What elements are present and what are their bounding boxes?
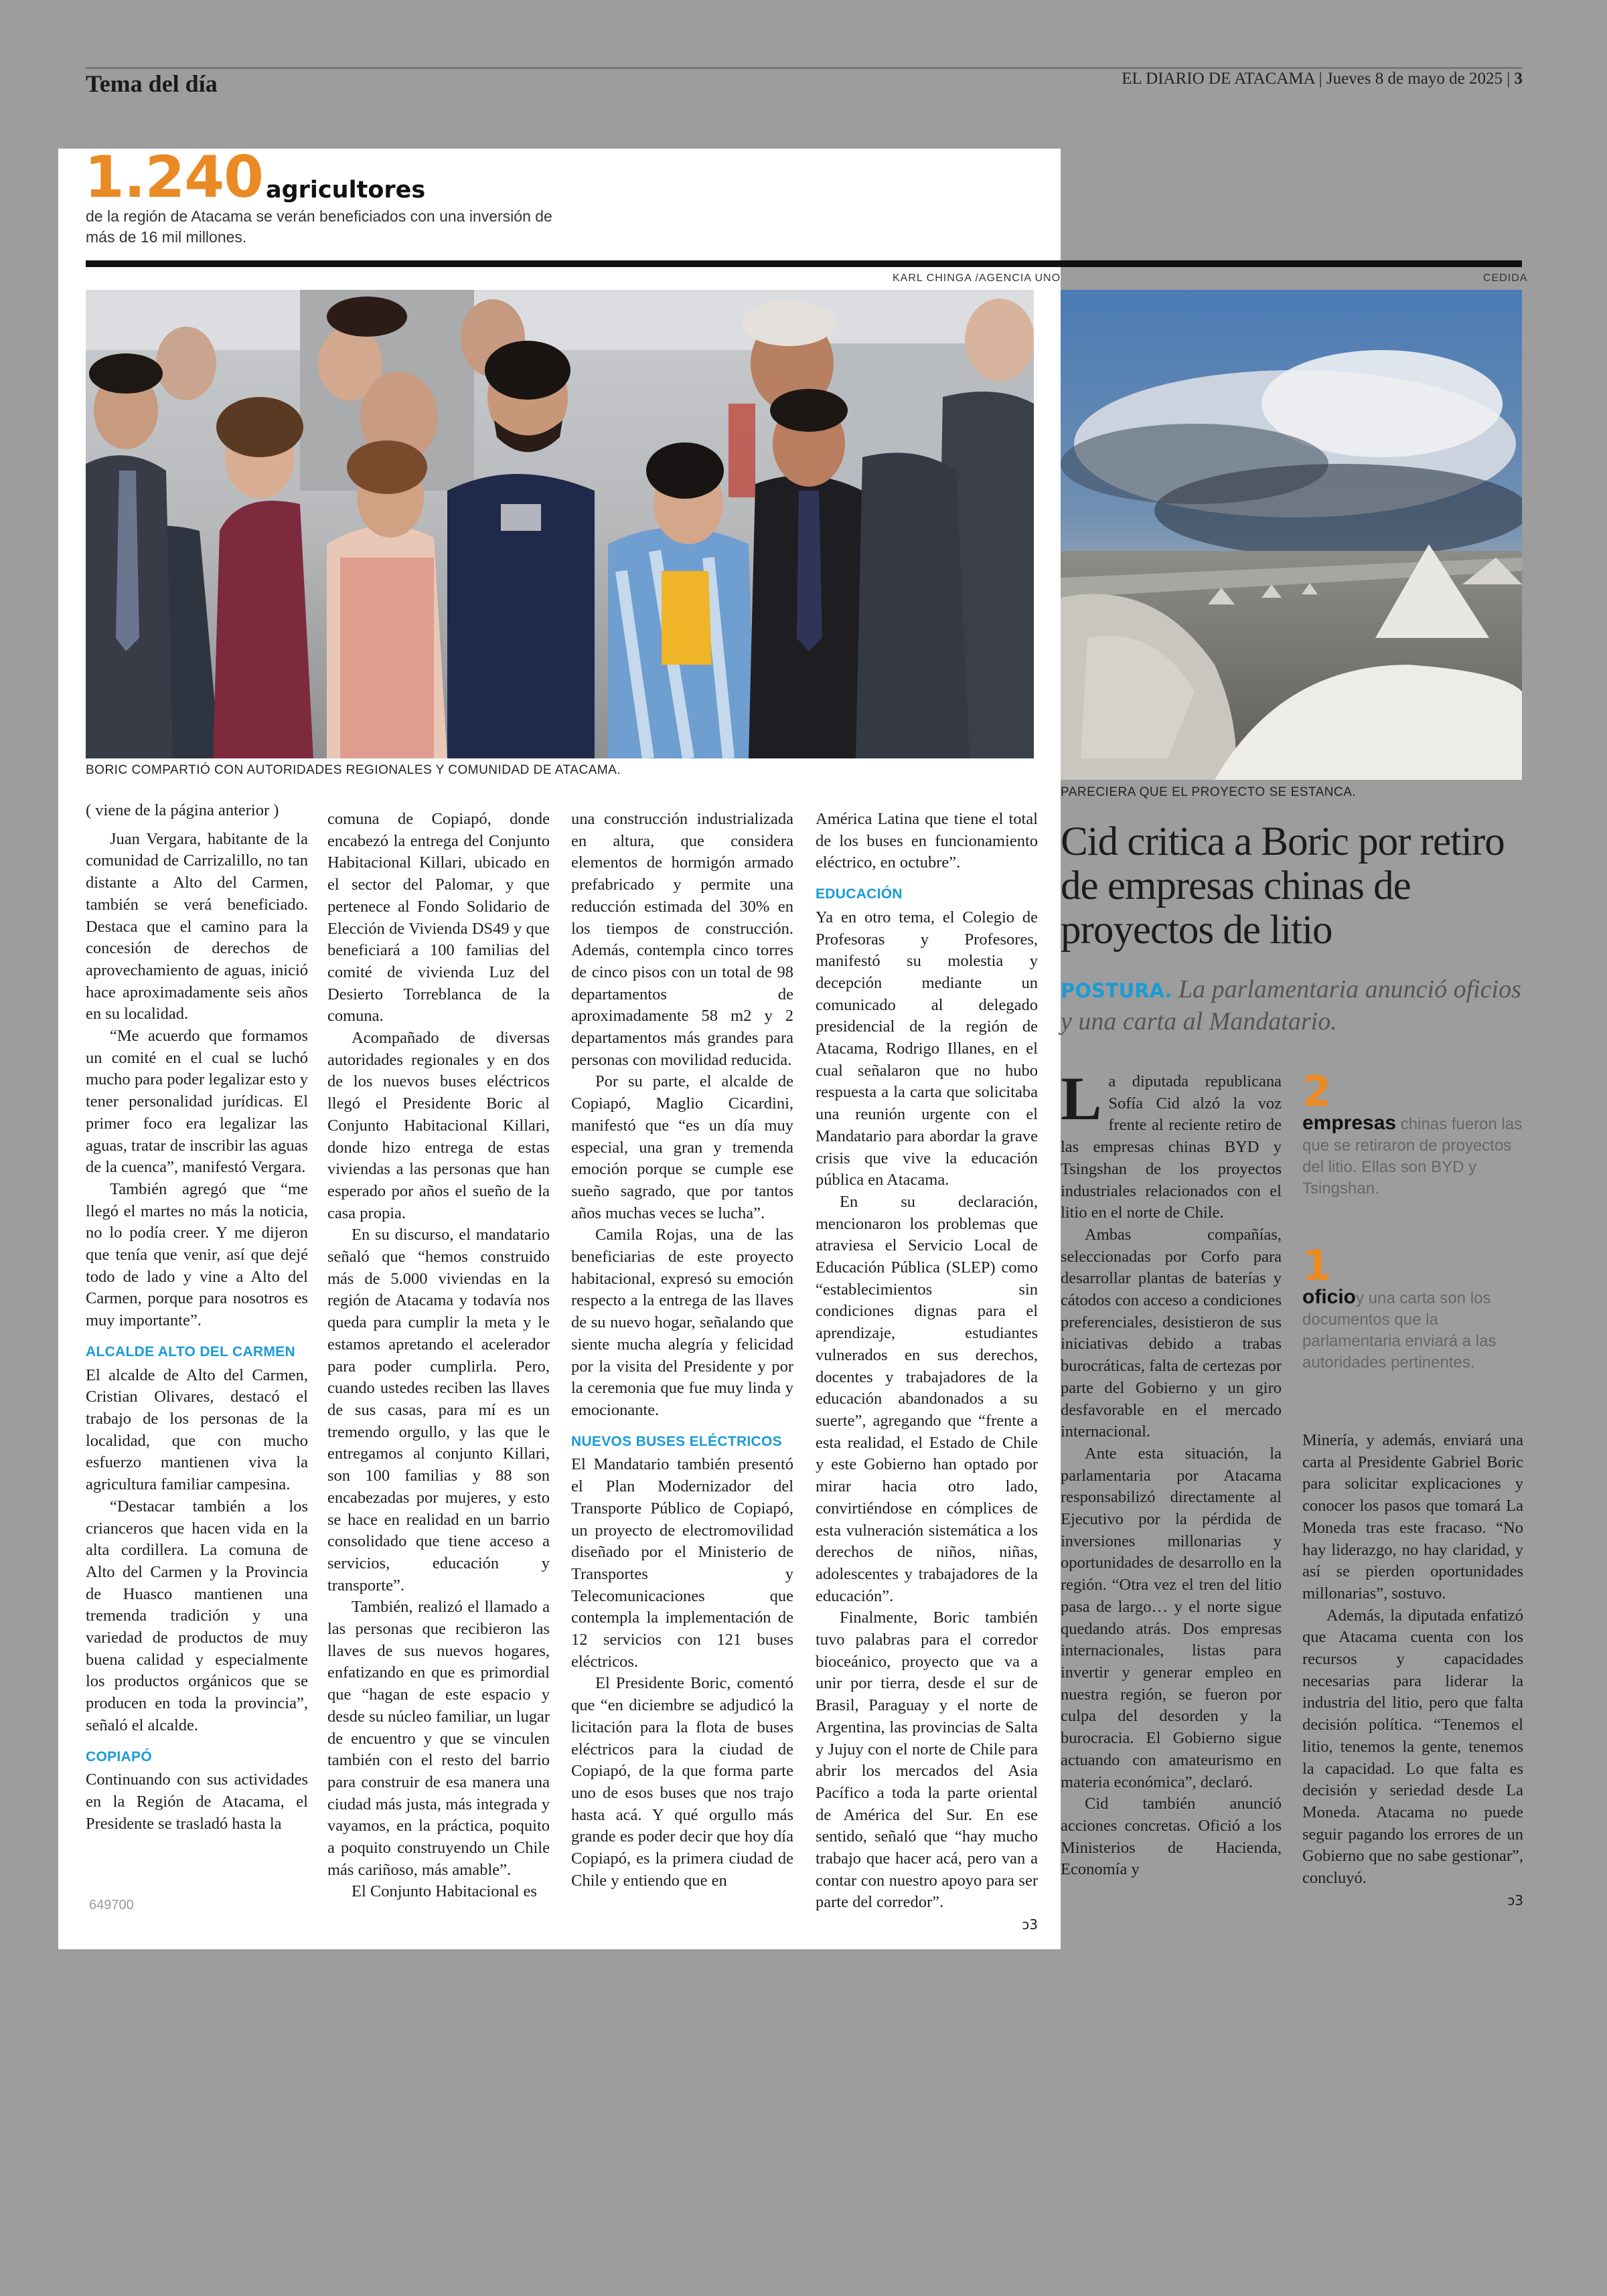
publication-name: EL DIARIO DE ATACAMA [1122, 70, 1315, 88]
side-photo-credit: CEDIDA [1483, 272, 1528, 284]
subheading: EDUCACIÓN [816, 886, 903, 902]
paragraph: Acompañado de diversas autoridades regionales y en dos de los nuevos buses eléctricos llegó el Presidente Boric al Conjunto Habitacional Killari, donde hizo entrega de estas viviendas a las personas que han esperado por años el sueño de la casa propia. [327, 1029, 550, 1222]
paragraph: El alcalde de Alto del Carmen, Cristian Olivares, destacó el trabajo de los personas de la localidad, que con mucho esfuerzo mantienen viva la agricultura familiar campesina. [86, 1366, 308, 1494]
article-column-4 [816, 809, 1038, 1936]
paragraph: En su declaración, mencionaron los problemas que atraviesa el Servicio Local de Educación Pública (SLEP) como “establecimientos sin condiciones dignas para el aprendizaje, estudiantes vulnerados en sus derechos, docentes y trabajadores de la educación abandonados a su suerte”, agregando que “frente a esta realidad, el Estado de Chile y este Gobierno han optado por mirar hacia otro lado, convirtiéndose en cómplices de esta vulneración sistemática a los derechos de niños, niñas, adolescentes y trabajadores de la educación”. [816, 1192, 1038, 1605]
fact-number: 2 [1302, 1067, 1332, 1116]
paragraph: Ya en otro tema, el Colegio de Profesoras y Profesores, manifestó su molestia y decepción mediante un comunicado al delegado presidencial de la región de Atacama, Rodrigo Illanes, en el cual señalaron que no hubo respuesta a la carta que solicitaba una reunión urgente con el Mandatario para abordar la grave crisis que vive la educación pública en Atacama. [816, 908, 1038, 1190]
lead-paragraph: La diputada republicana Sofía Cid alzó la voz frente al reciente retiro de las empresas chinas BYD y Tsingshan de los proyectos industriales relacionados con el litio en el norte de Chile. [1061, 1064, 1282, 1222]
page-number: 3 [1514, 70, 1523, 88]
paragraph: América Latina que tiene el total de los buses en funcionamiento eléctrico, en octubre”. [816, 810, 1038, 872]
paragraph: Además, la diputada enfatizó que Atacama cuenta con los recursos y capacidades necesarias para liderar la industria del litio, pero que falta decisión política. “Tenemos el litio, tenemos la gente, tenemos la capacidad. Lo que falta es decisión y seriedad desde La Moneda. Atacama no puede seguir pagando los errores de un Gobierno que no sabe gestionar”, concluyó. [1302, 1606, 1523, 1888]
end-mark: ↄ3 [1022, 1916, 1038, 1933]
section-divider [86, 260, 1522, 267]
paragraph: Juan Vergara, habitante de la comunidad de Carrizalillo, no tan distante a Alto del Carmen, también se verá beneficiado. Destaca que el camino para la concesión de derechos de aprovechamiento de aguas, inició hace aproximadamente seis años en su localidad. [86, 829, 308, 1023]
paragraph: Minería, y además, enviará una carta al Presidente Gabriel Boric para solicitar explicaciones y conocer los pasos que tomará La Moneda tras este fracaso. “No hay liderazgo, no hay claridad, y así se pierden oportunidades millonarias”, sostuvo. [1302, 1431, 1523, 1603]
main-photo-credit: KARL CHINGA /AGENCIA UNO [893, 272, 1061, 284]
drop-cap: L [1061, 1064, 1102, 1133]
main-photo-caption: BORIC COMPARTIÓ CON AUTORIDADES REGIONALES Y COMUNIDAD DE ATACAMA. [86, 763, 621, 777]
paragraph: una construcción industrializada en altura, que considera elementos de hormigón armado prefabricado y permite una reducción estimada del 30% en los tiempos de construcción. Además, contempla cinco torres de cinco pisos con un total de 98 departamentos de aproximadamente 58 m2 y 2 departamentos más grandes para personas con movilidad reducida. [571, 810, 793, 1069]
article-column-3 [571, 809, 793, 1892]
kicker-text: La parlamentaria anunció oficios y una carta al Mandatario. [1061, 975, 1521, 1036]
fact-label: empresas [1302, 1112, 1397, 1134]
paragraph: Por su parte, el alcalde de Copiapó, Maglio Cicardini, manifestó que “es un día muy especial, una gran y tremenda emoción porque se cumple ese sueño sagrado, que por tantos años muchas veces se lucha”. [571, 1072, 793, 1222]
main-photo [86, 290, 1034, 758]
section-title: Tema del día [86, 70, 218, 97]
paragraph: El Conjunto Habitacional es [352, 1882, 537, 1901]
paragraph: En su discurso, el mandatario señaló que “hemos construido más de 5.000 viviendas en la región de Atacama y todavía nos queda para cumplir la meta y le estamos apretando el acelerador para poder cumplirla. Pero, cuando ustedes reciben las llaves de sus casas, para mí es un tremendo orgullo, y las que le entregamos al conjunto Killari, son 100 familias y 88 son encabezadas por mujeres, y esto se hace en realidad en un barrio consolidado que tiene acceso a servicios, educación y transporte”. [327, 1226, 550, 1594]
side-kicker [1061, 974, 1523, 1037]
highlight-number: 1.240 [84, 144, 264, 211]
fact-box-1: 2 empresas chinas fueron las que se retiraron de proyectos del litio. Ellas son BYD y Tsingshan. [1302, 1067, 1523, 1198]
fact-label: oficio [1302, 1286, 1356, 1308]
paragraph: Cid también anunció acciones concretas. Ofició a los Ministerios de Hacienda, Economía y [1061, 1795, 1282, 1879]
header-rule [86, 67, 1522, 69]
paragraph: Finalmente, Boric también tuvo palabras para el corredor bioceánico, proyecto que va a unir por tierra, desde el sur de Brasil, Paraguay y el norte de Argentina, las provincias de Salta y Jujuy con el norte de Chile para abrir los mercados del Asia Pacífico a toda la parte oriental de América del Sur. En ese sentido, señaló que “hay mucho trabajo que hacer acá, pero van a contar con nuestro apoyo para ser parte del corredor”. [816, 1609, 1038, 1912]
paragraph: Ambas compañías, seleccionadas por Corfo para desarrollar plantas de baterías y cátodos con acceso a condiciones preferenciales, desistieron de sus iniciativas debido a trabas burocráticas, falta de certezas por parte del Gobierno y un giro desfavorable en el mercado internacional. [1061, 1225, 1282, 1441]
paragraph: También, realizó el llamado a las personas que recibieron las llaves de sus nuevos hogares, enfatizando en que es primordial que “hagan de este espacio y desde su núcleo familiar, un lugar de encuentro y que se vinculen también con el resto del barrio para construir de esa manera una ciudad más justa, más integrada y vayamos, en la práctica, poquito a poquito construyendo un Chile más cariñoso, más amable”. [327, 1598, 550, 1879]
paragraph: Camila Rojas, una de las beneficiarias de este proyecto habitacional, expresó su emoción respecto a la entrega de las llaves de su nuevo hogar, señalando que siente mucha alegría y felicidad por la visita del Presidente y por la ceremonia que fue muy linda y emocionante. [571, 1226, 793, 1419]
highlight-description: de la región de Atacama se verán beneficiados con una inversión de más de 16 mil millones. [86, 208, 552, 246]
paragraph: “Destacar también a los crianceros que hacen vida en la alta cordillera. La comuna de Alto del Carmen y la Provincia de Huasco mantienen una tremenda tradición y una variedad de productos de muy buena calidad y especialmente los productos orgánicos que se producen en toda la provincia”, señaló el alcalde. [86, 1497, 308, 1734]
side-photo [1061, 290, 1522, 780]
highlight-word: agricultores [266, 177, 426, 203]
salt-flat-image [1061, 290, 1522, 780]
subheading: ALCALDE ALTO DEL CARMEN [86, 1343, 295, 1360]
side-photo-caption: PARECIERA QUE EL PROYECTO SE ESTANCA. [1061, 785, 1357, 799]
side-headline: Cid critica a Boric por retiro de empresas chinas de proyectos de litio [1061, 819, 1505, 953]
paragraph: “Me acuerdo que formamos un comité en el cual se luchó mucho para poder legalizar esto y tener personalidad jurídicas. El primer foco era legalizar las aguas, tratar de inscribir las aguas de la cuenca”, manifestó Vergara. [86, 1027, 308, 1177]
paragraph: El Presidente Boric, comentó que “en diciembre se adjudicó la licitación para la flota de buses eléctricos para la ciudad de Copiapó, de la que forma parte uno de esos buses que nos trajo hasta acá. Y qué orgullo más grande es poder decir que hoy día Copiapó, es la primera ciudad de Chile y entiendo que en [571, 1674, 793, 1890]
subheading: NUEVOS BUSES ELÉCTRICOS [571, 1433, 782, 1449]
paragraph: Ante esta situación, la parlamentaria por Atacama responsabilizó directamente al Ejecutivo por la pérdida de inversiones millonarias y oportunidades de desarrollo en la región. “Otra vez el tren del litio pasa de largo… y el norte sigue quedando atrás. Dos empresas internacionales, listas para invertir y generar empleo en nuestra región, se fueron por culpa del desorden y la burocracia. El Gobierno sigue actuando con amateurismo en materia económica”, declaró. [1061, 1444, 1282, 1791]
subheading: COPIAPÓ [86, 1748, 152, 1765]
fact-number: 1 [1302, 1241, 1332, 1290]
paragraph: Continuando con sus actividades en la Región de Atacama, el Presidente se trasladó hasta la [86, 1771, 308, 1833]
group-photo-image [86, 290, 1034, 758]
fact-box-2: 1 oficioy una carta son los documentos que la parlamentaria enviará a las autoridades pertinentes. [1302, 1245, 1523, 1374]
publication-date: Jueves 8 de mayo de 2025 [1326, 70, 1503, 88]
end-mark: ↄ3 [1507, 1892, 1523, 1908]
article-column-1 [86, 800, 308, 1835]
continued-note: ( viene de la página anterior ) [86, 801, 279, 819]
paragraph: También agregó que “me llegó el martes no más la noticia, no lo podía creer. Y me dijeron que tenía que venir, así que dejé todo de lado y vine a Alto del Carmen, porque para nosotros es muy importante”. [86, 1179, 308, 1330]
paragraph: El Mandatario también presentó el Plan Modernizador del Transporte Público de Copiapó, un proyecto de electromovilidad diseñado por el Ministerio de Transportes y Telecomunicaciones que contempla la implementación de 12 servicios con 121 buses eléctricos. [571, 1455, 793, 1671]
ad-code: 649700 [89, 1898, 134, 1912]
side-column-2 [1302, 1430, 1523, 1911]
article-column-2 [327, 809, 550, 1903]
publication-line: EL DIARIO DE ATACAMA | Jueves 8 de mayo de 2025 | 3 [1122, 70, 1523, 88]
side-column-1 [1061, 1064, 1282, 1881]
paragraph: comuna de Copiapó, donde encabezó la entrega del Conjunto Habitacional Killari, ubicado en el sector del Palomar, y que pertenece al Fondo Solidario de Elección de Vivienda DS49 y que beneficiará a 100 familias del comité de vivienda Luz del Desierto Torreblanca de la comuna. [327, 810, 550, 1026]
kicker-tag: POSTURA. [1061, 979, 1172, 1002]
